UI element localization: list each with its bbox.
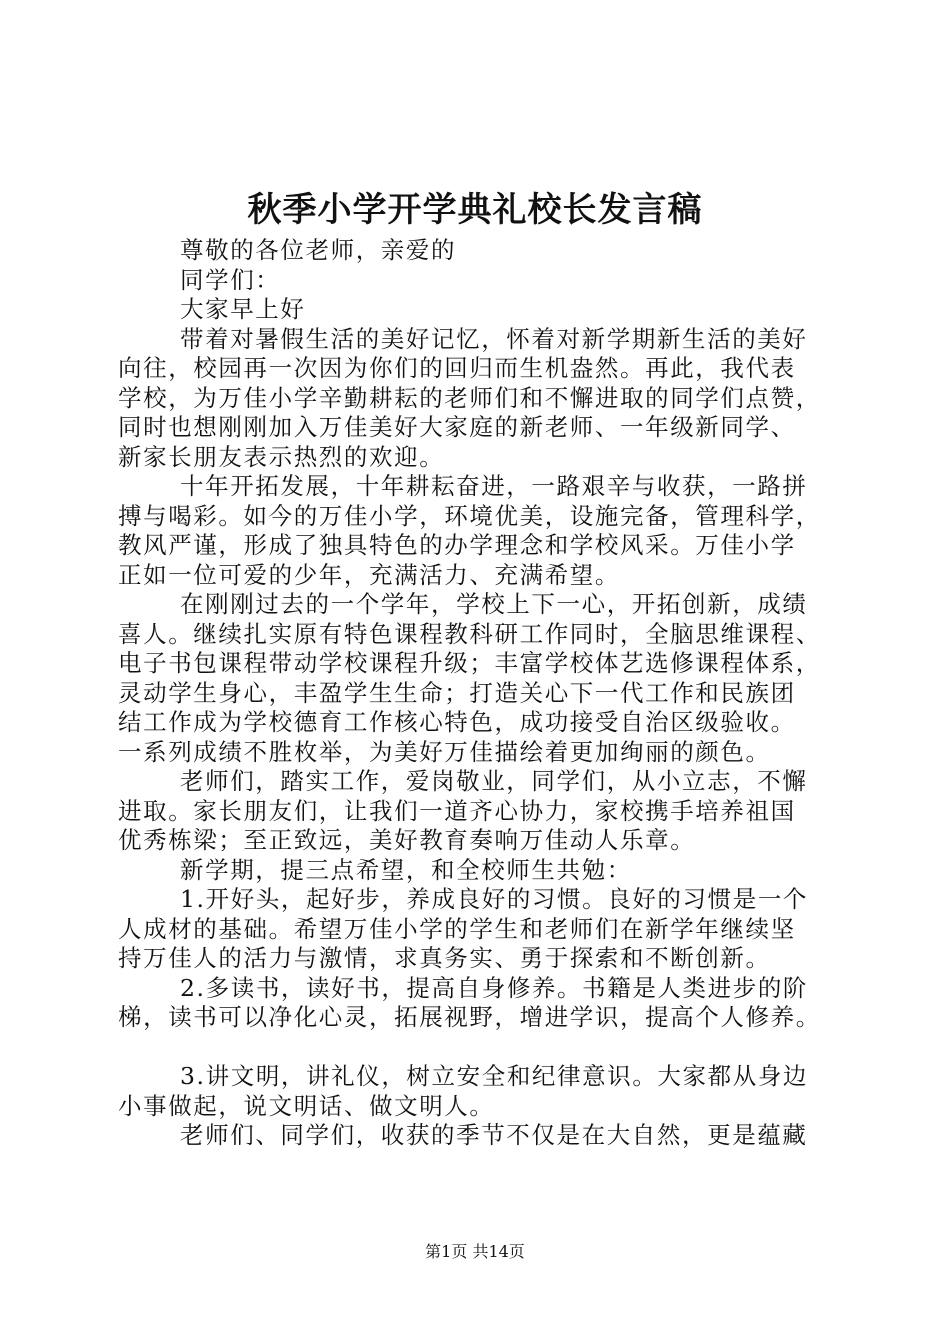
body-line: 进取。家长朋友们，让我们一道齐心协力，家校携手培养祖国 <box>118 796 796 825</box>
body-line: 小事做起，说文明话、做文明人。 <box>118 1091 495 1120</box>
body-line: 老师们、同学们，收获的季节不仅是在大自然，更是蕴藏 <box>180 1121 808 1149</box>
body-line: 电子书包课程带动学校课程升级；丰富学校体艺选修课程体系， <box>118 649 821 677</box>
body-line: 3.讲文明，讲礼仪，树立安全和纪律意识。大家都从身边 <box>180 1062 809 1090</box>
document-title: 秋季小学开学典礼校长发言稿 <box>247 190 703 230</box>
body-line: 老师们，踏实工作，爱岗敬业，同学们，从小立志，不懈 <box>180 767 808 795</box>
body-line: 一系列成绩不胜枚举，为美好万佳描绘着更加绚丽的颜色。 <box>118 737 771 766</box>
page-footer: 第1页 共14页 <box>425 1242 525 1261</box>
body-line: 人成材的基础。希望万佳小学的学生和老师们在新学年继续坚 <box>118 914 796 943</box>
document-body <box>118 236 840 1151</box>
body-line: 新家长朋友表示热烈的欢迎。 <box>118 442 445 471</box>
body-line: 梯，读书可以净化心灵，拓展视野，增进学识，提高个人修养。 <box>118 1003 821 1031</box>
body-line: 搏与喝彩。如今的万佳小学，环境优美，设施完备，管理科学， <box>118 501 821 530</box>
body-line: 优秀栋梁；至正致远，美好教育奏响万佳动人乐章。 <box>118 826 696 854</box>
body-line: 尊敬的各位老师，亲爱的 <box>180 236 457 264</box>
body-line: 喜人。继续扎实原有特色课程教科研工作同时，全脑思维课程、 <box>118 619 821 648</box>
body-line: 同学们： <box>180 265 281 294</box>
body-line: 新学期，提三点希望，和全校师生共勉： <box>180 855 632 884</box>
body-line: 在刚刚过去的一个学年，学校上下一心，开拓创新，成绩 <box>180 590 808 618</box>
body-line: 结工作成为学校德育工作核心特色，成功接受自治区级验收。 <box>118 708 796 736</box>
body-line: 灵动学生身心，丰盈学生生命；打造关心下一代工作和民族团 <box>118 678 796 707</box>
body-line: 2.多读书，读好书，提高自身修养。书籍是人类进步的阶 <box>180 973 809 1002</box>
body-line: 带着对暑假生活的美好记忆，怀着对新学期新生活的美好 <box>180 324 808 353</box>
body-line: 学校，为万佳小学辛勤耕耘的老师们和不懈进取的同学们点赞， <box>118 383 821 412</box>
body-line: 教风严谨，形成了独具特色的办学理念和学校风采。万佳小学 <box>118 531 796 559</box>
body-line: 十年开拓发展，十年耕耘奋进，一路艰辛与收获，一路拼 <box>180 472 808 500</box>
body-line: 正如一位可爱的少年，充满活力、充满希望。 <box>118 560 620 589</box>
blank-line <box>118 1033 840 1063</box>
body-line: 持万佳人的活力与激情，求真务实、勇于探索和不断创新。 <box>118 944 771 972</box>
body-line: 大家早上好 <box>180 295 306 323</box>
body-line: 向往，校园再一次因为你们的回归而生机盎然。再此，我代表 <box>118 354 796 382</box>
body-line: 1.开好头，起好步，养成良好的习惯。良好的习惯是一个 <box>180 885 809 913</box>
body-line: 同时也想刚刚加入万佳美好大家庭的新老师、一年级新同学、 <box>118 413 796 441</box>
